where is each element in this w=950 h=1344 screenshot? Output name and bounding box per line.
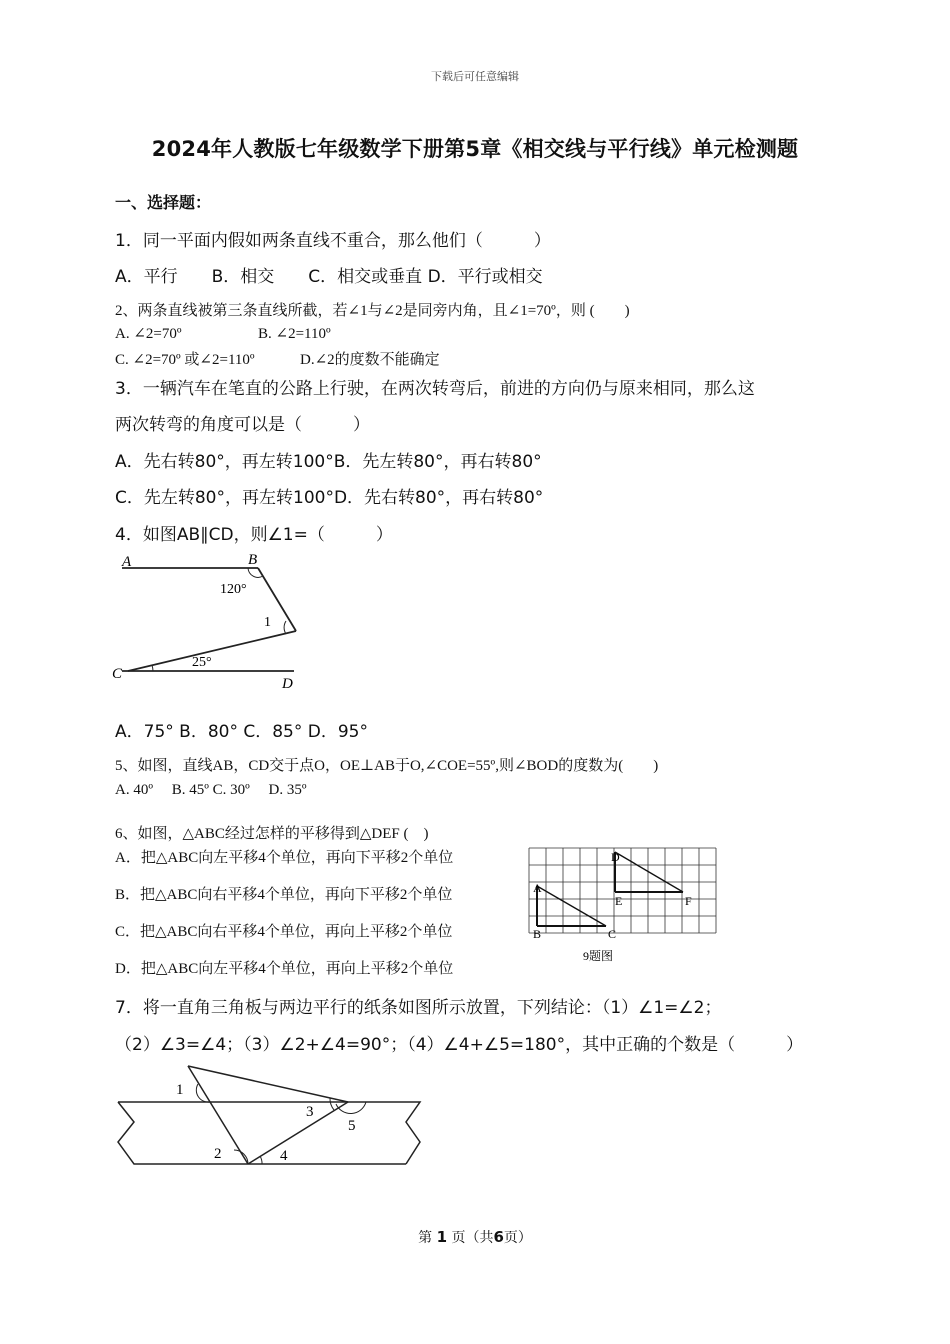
segment-vertex-c (128, 631, 296, 671)
question-4-options: A．75° B．80° C．85° D．95° (115, 722, 368, 742)
point-e-label: E (615, 894, 623, 908)
question-1-options: A．平行 B．相交 C．相交或垂直 D．平行或相交 (115, 267, 543, 287)
question-3-options-cd: C．先左转80°，再左转100°D．先右转80°，再右转80° (115, 488, 544, 508)
point-c-label: C (608, 927, 617, 941)
question-2-option-b: B. ∠2=110º (258, 326, 331, 342)
question-5-options: A. 40º B. 45º C. 30º D. 35º (115, 782, 307, 798)
point-d-label: D (282, 676, 293, 692)
question-5-stem: 5、如图，直线AB，CD交于点O，OE⊥AB于O,∠COE=55º,则∠BOD的度数为( ) (115, 758, 659, 774)
segment-ac (537, 886, 606, 926)
angle-3-arc (330, 1098, 334, 1110)
figure-caption: 9题图 (583, 949, 614, 963)
point-a-label: A (122, 554, 132, 570)
question-2-stem: 2、两条直线被第三条直线所截，若∠1与∠2是同旁内角，且∠1=70º，则 ( ) (115, 303, 630, 319)
question-6-option-d: D．把△ABC向左平移4个单位，再向上平移2个单位 (115, 961, 454, 977)
point-b-label: B (248, 552, 258, 568)
page-title: 2024年人教版七年级数学下册第5章《相交线与平行线》单元检测题 (151, 137, 799, 161)
triangle-top-edge (188, 1066, 348, 1102)
section-heading: 一、选择题： (115, 193, 212, 212)
point-c-label: C (112, 666, 123, 682)
question-2-option-a: A. ∠2=70º (115, 326, 182, 342)
page-header: 下载后可任意编辑 (431, 70, 519, 83)
point-d-label: D (611, 850, 620, 864)
question-4-figure (108, 548, 308, 693)
question-3-stem-line1: 3．一辆汽车在笔直的公路上行驶，在两次转弯后，前进的方向仍与原来相同，那么这 (115, 379, 755, 399)
question-3-stem-line2: 两次转弯的角度可以是（ ） (115, 415, 370, 435)
angle-4-label: 4 (280, 1148, 288, 1164)
question-6-stem: 6、如图，△ABC经过怎样的平移得到△DEF ( ) (115, 826, 429, 842)
question-3-options-ab: A．先右转80°，再左转100°B．先左转80°，再右转80° (115, 452, 542, 472)
question-6-figure (525, 844, 730, 966)
question-6-option-a: A．把△ABC向左平移4个单位，再向下平移2个单位 (115, 850, 454, 866)
angle-120-label: 120° (220, 582, 247, 597)
angle-2-label: 2 (214, 1146, 222, 1162)
angle-5-label: 5 (348, 1118, 356, 1134)
angle-25-label: 25° (192, 655, 212, 670)
question-7-figure (110, 1060, 440, 1170)
question-2-option-d: D.∠2的度数不能确定 (300, 352, 440, 368)
angle-1-label: 1 (176, 1082, 184, 1098)
question-7-stem-line2: （2）∠3=∠4；（3）∠2+∠4=90°；（4）∠4+∠5=180°，其中正确的个数是（ ） (115, 1035, 804, 1055)
triangle-hypotenuse (248, 1102, 348, 1164)
question-1-stem: 1．同一平面内假如两条直线不重合，那么他们（ ） (115, 231, 551, 251)
footer-suffix: 页） (503, 1230, 532, 1246)
point-b-label: B (533, 927, 542, 941)
footer-middle: 页（共 (451, 1230, 494, 1246)
question-6-option-c: C．把△ABC向右平移4个单位，再向上平移2个单位 (115, 924, 453, 940)
question-4-stem: 4．如图AB∥CD，则∠1=（ ） (115, 525, 393, 545)
point-f-label: F (685, 894, 692, 908)
footer-page-number: 1 (436, 1228, 447, 1246)
paper-strip-top-right (118, 1102, 420, 1164)
segment-df (615, 852, 683, 892)
page-footer (0, 1227, 950, 1247)
angle-4-arc (260, 1156, 262, 1164)
footer-total-pages: 6 (493, 1228, 504, 1246)
angle-1-arc (284, 621, 286, 634)
question-2-option-c: C. ∠2=70º 或∠2=110º (115, 352, 255, 368)
point-a-label: A (533, 881, 542, 895)
angle-5-arc (336, 1102, 366, 1114)
angle-3-label: 3 (306, 1104, 314, 1120)
footer-prefix: 第 (418, 1230, 433, 1246)
angle-1-label: 1 (264, 615, 271, 630)
question-6-option-b: B．把△ABC向右平移4个单位，再向下平移2个单位 (115, 887, 453, 903)
question-7-stem-line1: 7．将一直角三角板与两边平行的纸条如图所示放置，下列结论：（1）∠1=∠2； (115, 998, 722, 1018)
grid (529, 848, 716, 933)
